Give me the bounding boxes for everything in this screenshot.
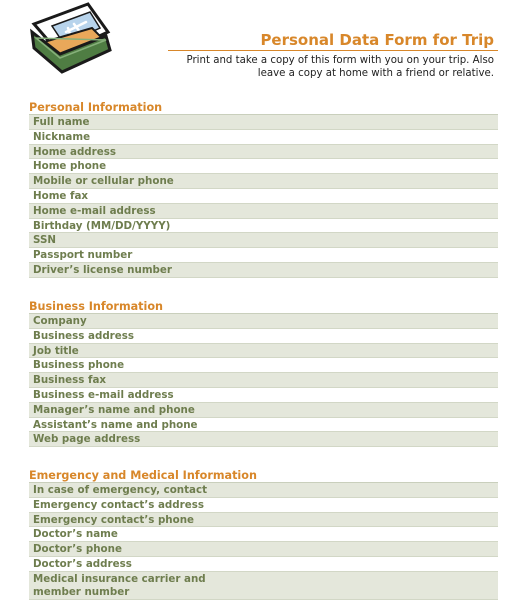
instructions-line-2: leave a copy at home with a friend or relative. [257, 68, 494, 79]
field-row[interactable]: Manager’s name and phone [29, 403, 498, 418]
field-row[interactable]: Business address [29, 329, 498, 344]
field-label-line-2: member number [33, 585, 130, 598]
field-row[interactable]: Birthday (MM/DD/YYYY) [29, 219, 498, 234]
instructions-line-1: Print and take a copy of this form with you on your trip. Also [186, 55, 494, 66]
field-row[interactable]: Passport number [29, 248, 498, 263]
emergency-medical-section [29, 468, 498, 600]
section-heading: Personal Information [29, 100, 498, 115]
field-row[interactable]: Assistant’s name and phone [29, 418, 498, 433]
field-row[interactable]: Job title [29, 344, 498, 359]
field-row[interactable]: SSN [29, 233, 498, 248]
field-row[interactable]: Home address [29, 145, 498, 160]
field-row[interactable]: Doctor’s name [29, 527, 498, 542]
field-row[interactable]: Emergency contact’s phone [29, 513, 498, 528]
field-row[interactable]: Company [29, 314, 498, 329]
field-row[interactable]: Business fax [29, 373, 498, 388]
wallet-with-ticket-icon [30, 2, 112, 74]
personal-information-section [29, 100, 498, 278]
section-heading: Business Information [29, 299, 498, 314]
field-row[interactable]: Home fax [29, 189, 498, 204]
field-row[interactable]: Business phone [29, 358, 498, 373]
field-label-line-1: Medical insurance carrier and [33, 572, 206, 585]
field-row[interactable]: Home phone [29, 159, 498, 174]
field-row[interactable]: Mobile or cellular phone [29, 174, 498, 189]
field-row[interactable]: Home e-mail address [29, 204, 498, 219]
field-row[interactable]: Nickname [29, 130, 498, 145]
field-row-medical-insurance[interactable] [29, 572, 498, 600]
field-row[interactable]: Web page address [29, 432, 498, 447]
form-instructions [164, 54, 494, 80]
field-row[interactable]: Full name [29, 115, 498, 130]
field-row[interactable]: Emergency contact’s address [29, 498, 498, 513]
business-information-section [29, 299, 498, 447]
field-row[interactable]: Doctor’s phone [29, 542, 498, 557]
field-row[interactable]: In case of emergency, contact [29, 483, 498, 498]
title-divider [168, 50, 498, 51]
section-heading: Emergency and Medical Information [29, 468, 498, 483]
field-row[interactable]: Business e-mail address [29, 388, 498, 403]
field-row[interactable]: Driver’s license number [29, 263, 498, 278]
field-row[interactable]: Doctor’s address [29, 557, 498, 572]
page-title: Personal Data Form for Trip [260, 31, 494, 49]
